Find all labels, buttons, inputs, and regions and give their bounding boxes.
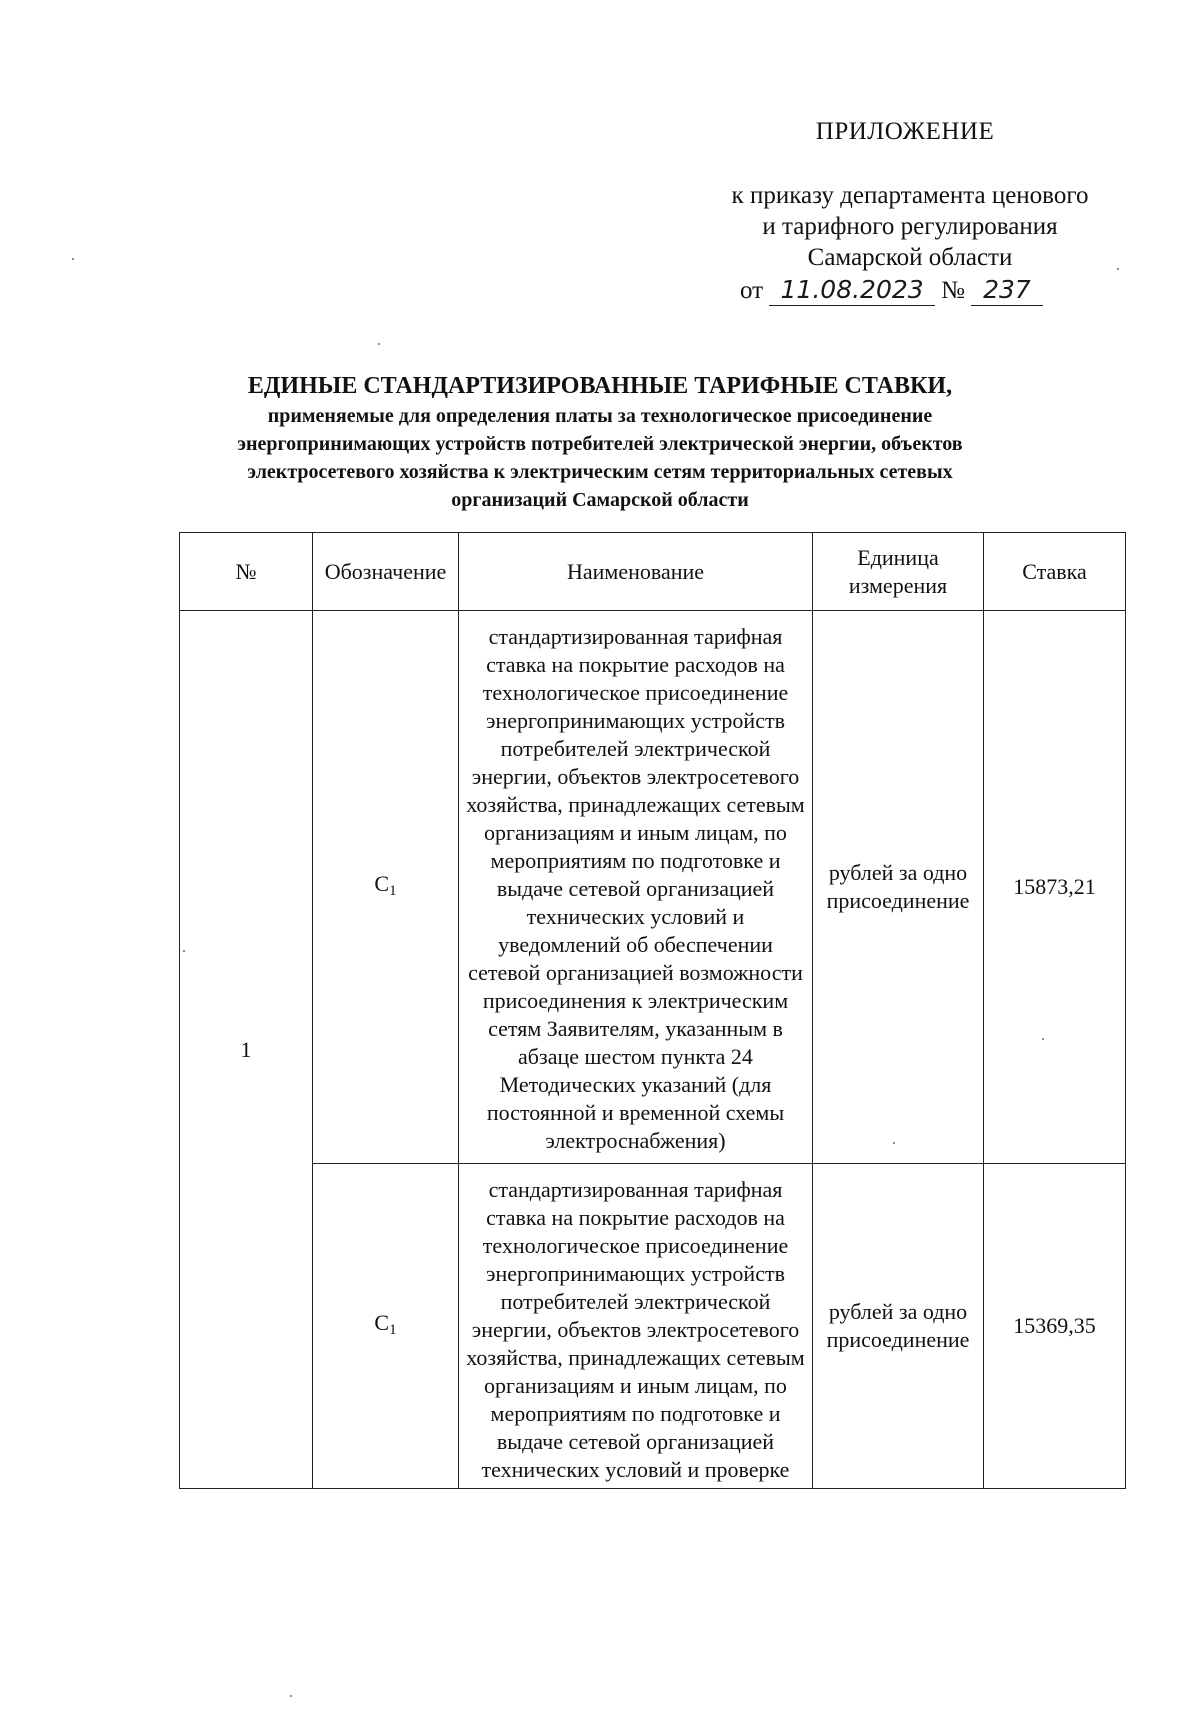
order-prefix: от (740, 277, 764, 304)
rate-cell: 15369,35 (984, 1164, 1126, 1489)
annex-line: Самарской области (807, 244, 1013, 271)
heading-sub-line: энергопринимающих устройств потребителей электрической энергии, объектов (237, 433, 963, 455)
scan-speck (1117, 268, 1119, 270)
annex-reference (690, 180, 1130, 273)
designation: C (374, 1309, 390, 1335)
heading-sub-line: применяемые для определения платы за технологическое присоединение (267, 405, 933, 427)
scan-speck (290, 1695, 292, 1697)
order-number-sign: № (941, 277, 965, 304)
designation-cell (313, 1164, 459, 1489)
designation-cell (313, 611, 459, 1164)
order-reference (740, 275, 1120, 311)
annex-line: и тарифного регулирования (762, 213, 1058, 240)
unit-cell: рублей за одно присоединение (813, 611, 984, 1164)
scan-speck (183, 950, 185, 952)
header-rate: Ставка (984, 533, 1126, 611)
group-number: 1 (180, 611, 313, 1489)
header-number: № (180, 533, 313, 611)
rate-cell: 15873,21 (984, 611, 1126, 1164)
heading-sub-line: электросетевого хозяйства к электрическим сетям территориальных сетевых (247, 461, 953, 483)
designation-subscript: 1 (389, 1321, 397, 1338)
document-heading (170, 370, 1030, 514)
designation: C (374, 870, 390, 896)
header-designation: Обозначение (313, 533, 459, 611)
name-cell: стандартизированная тарифная ставка на покрытие расходов на технологическое присоединение энергопринимающих устройств потребителей электрической энергии, объектов электросетевого хозяйства, принадлежащих сетевым организациям и иным лицам, по мероприятиям по подготовке и выдаче сетевой организацией технических условий и проверке (459, 1164, 813, 1489)
table-row (180, 1164, 1126, 1489)
designation-subscript: 1 (389, 882, 397, 899)
header-unit: Единица измерения (813, 533, 984, 611)
annex-line: к приказу департамента ценового (731, 182, 1089, 209)
order-date: 11.08.2023 (769, 275, 935, 306)
order-number: 237 (971, 275, 1043, 306)
name-cell: стандартизированная тарифная ставка на покрытие расходов на технологическое присоединение энергопринимающих устройств потребителей электрической энергии, объектов электросетевого хозяйства, принадлежащих сетевым организациям и иным лицам, по мероприятиям по подготовке и выдаче сетевой организацией технических условий и уведомлений об обеспечении сетевой организацией возможности присоединения к электрическим сетям Заявителям, указанным в абзаце шестом пункта 24 Методических указаний (для постоянной и временной схемы электроснабжения) (459, 611, 813, 1164)
table-header-row (180, 533, 1126, 611)
rates-table (179, 532, 1126, 1489)
heading-sub-line: организаций Самарской области (451, 489, 749, 511)
annex-title: ПРИЛОЖЕНИЕ (815, 118, 995, 145)
table-row (180, 611, 1126, 1164)
scan-speck (893, 1142, 895, 1144)
header-name: Наименование (459, 533, 813, 611)
scan-speck (378, 343, 380, 345)
heading-main: ЕДИНЫЕ СТАНДАРТИЗИРОВАННЫЕ ТАРИФНЫЕ СТАВКИ, (247, 373, 953, 399)
scan-speck (72, 258, 74, 260)
unit-cell: рублей за одно присоединение (813, 1164, 984, 1489)
scan-speck (1042, 1038, 1044, 1040)
